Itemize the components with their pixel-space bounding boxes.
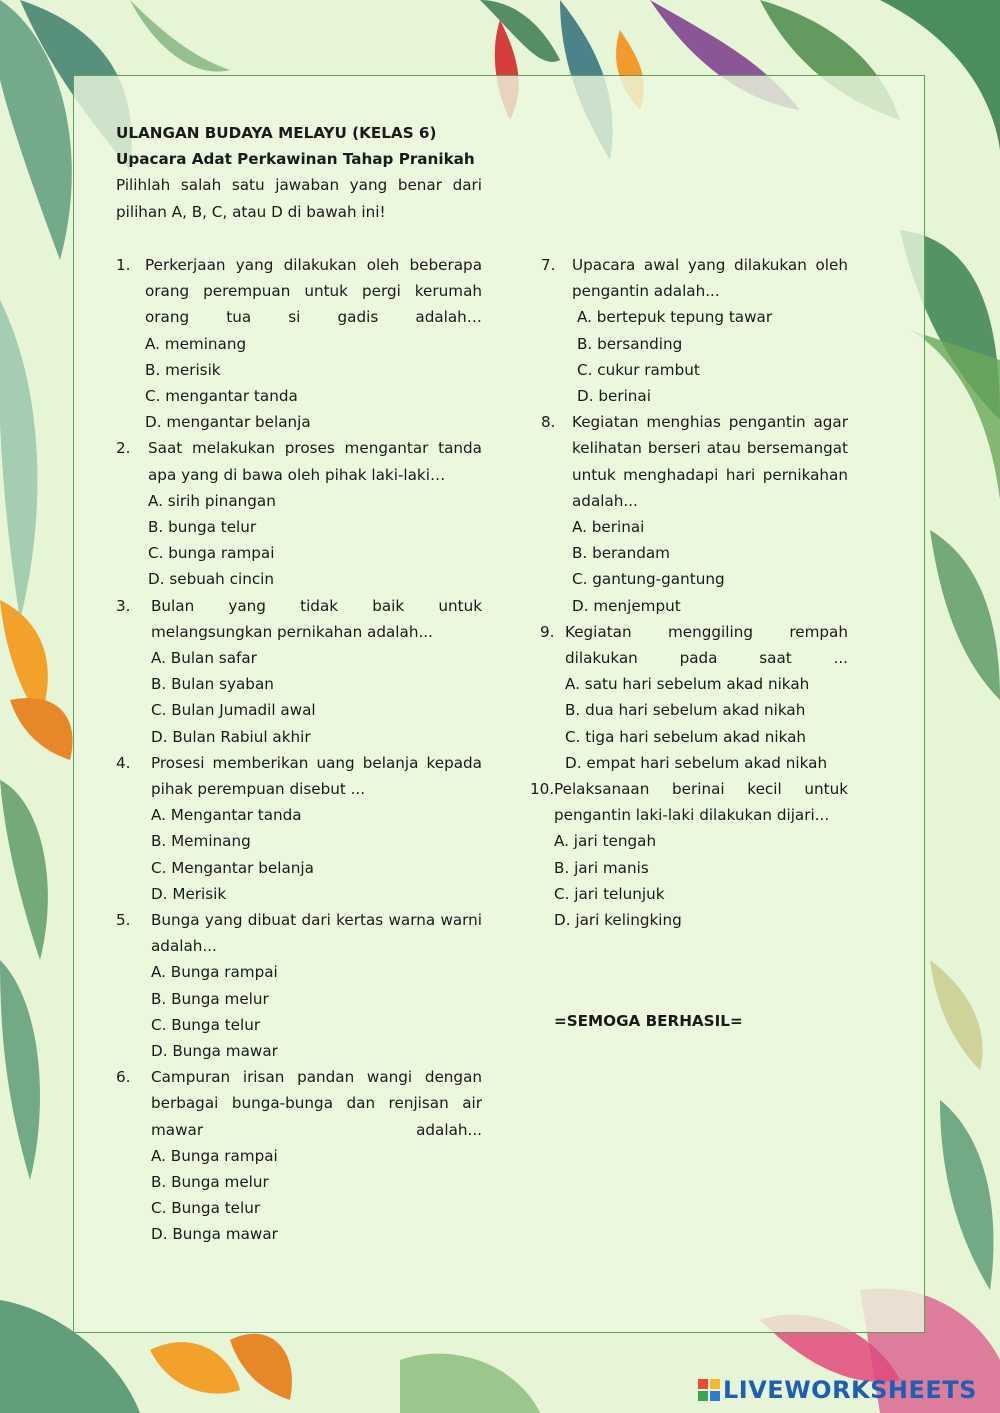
closing-message: =SEMOGA BERHASIL= xyxy=(554,1012,743,1030)
option-c[interactable]: C. gantung-gantung xyxy=(572,570,725,589)
option-d[interactable]: D. Bunga mawar xyxy=(151,1042,278,1061)
question-text: Bunga yang dibuat dari kertas warna warni adalah... xyxy=(151,911,482,956)
left-flower-icon xyxy=(0,600,73,1180)
question-number: 6. xyxy=(116,1068,131,1087)
option-c[interactable]: C. Bunga telur xyxy=(151,1015,261,1034)
option-c[interactable]: C. tiga hari sebelum akad nikah xyxy=(565,727,807,746)
option-c[interactable]: C. mengantar tanda xyxy=(145,387,298,405)
option-a[interactable]: A. berinai xyxy=(572,518,645,536)
option-b[interactable]: B. bersanding xyxy=(577,334,683,353)
option-a[interactable]: A. meminang xyxy=(145,334,247,353)
option-d[interactable]: D. menjemput xyxy=(572,596,681,615)
option-d[interactable]: D. Bulan Rabiul akhir xyxy=(151,727,311,746)
option-b[interactable]: B. merisik xyxy=(145,360,221,379)
option-b[interactable]: B. jari manis xyxy=(554,858,649,877)
option-b[interactable]: B. berandam xyxy=(572,544,670,563)
question-number: 8. xyxy=(541,413,556,432)
option-c[interactable]: C. Mengantar belanja xyxy=(151,858,314,877)
question-4 xyxy=(116,750,482,907)
option-d[interactable]: D. mengantar belanja xyxy=(145,413,311,432)
question-text: Campuran irisan pandan wangi dengan berbagai bunga-bunga dan renjisan air mawar adalah... xyxy=(151,1068,482,1139)
option-c[interactable]: C. cukur rambut xyxy=(577,360,700,379)
option-b[interactable]: B. Meminang xyxy=(151,832,251,851)
question-text: Saat melakukan proses mengantar tanda apa yang di bawa oleh pihak laki-laki… xyxy=(148,439,482,484)
option-a[interactable]: A. jari tengah xyxy=(554,832,657,851)
option-a[interactable]: A. bertepuk tepung tawar xyxy=(577,308,773,327)
question-number: 7. xyxy=(541,256,556,274)
option-d[interactable]: D. jari kelingking xyxy=(554,911,682,930)
question-text: Prosesi memberikan uang belanja kepada pihak perempuan disebut ... xyxy=(151,753,482,799)
question-text: Kegiatan menggiling rempah dilakukan pada saat ... xyxy=(565,622,848,668)
liveworksheets-logo-icon xyxy=(698,1379,720,1401)
option-a[interactable]: A. Bunga rampai xyxy=(151,1146,278,1165)
question-number: 3. xyxy=(116,596,131,615)
option-c[interactable]: C. Bunga telur xyxy=(151,1199,261,1218)
option-b[interactable]: B. bunga telur xyxy=(148,518,257,536)
option-d[interactable]: D. berinai xyxy=(577,387,651,405)
option-a[interactable]: A. Bunga rampai xyxy=(151,963,278,982)
option-b[interactable]: B. dua hari sebelum akad nikah xyxy=(565,701,806,720)
question-number: 10. xyxy=(530,780,555,799)
option-a[interactable]: A. sirih pinangan xyxy=(148,491,276,510)
option-a[interactable]: A. satu hari sebelum akad nikah xyxy=(565,675,810,694)
option-b[interactable]: B. Bunga melur xyxy=(151,1173,269,1192)
question-10 xyxy=(530,776,848,933)
brand-name: LIVEWORKSHEETS xyxy=(723,1376,977,1404)
questions-right-column xyxy=(530,252,848,933)
question-text: Pelaksanaan berinai kecil untuk pengantin laki-laki dilakukan dijari... xyxy=(554,780,848,825)
question-1 xyxy=(116,252,482,435)
question-8 xyxy=(530,409,848,619)
question-text: Kegiatan menghias pengantin agar kelihatan berseri atau bersemangat untuk menghadapi hari pernikahan adalah... xyxy=(572,413,848,510)
question-text: Perkerjaan yang dilakukan oleh beberapa orang perempuan untuk pergi kerumah orang tua si gadis adalah… xyxy=(145,256,482,327)
liveworksheets-brand[interactable] xyxy=(698,1376,977,1404)
questions-left-column xyxy=(116,252,482,1248)
option-b[interactable]: B. Bunga melur xyxy=(151,989,269,1008)
instruction-text: Pilihlah salah satu jawaban yang benar dari pilihan A, B, C, atau D di bawah ini! xyxy=(116,176,482,221)
question-number: 5. xyxy=(116,911,131,930)
option-a[interactable]: A. Mengantar tanda xyxy=(151,806,302,825)
question-3 xyxy=(116,593,482,750)
option-d[interactable]: D. Merisik xyxy=(151,884,227,903)
option-d[interactable]: D. sebuah cincin xyxy=(148,570,275,589)
question-7 xyxy=(530,252,848,409)
question-number: 2. xyxy=(116,439,131,458)
question-2 xyxy=(116,435,482,592)
right-side-leaves-icon xyxy=(930,530,1000,1290)
option-d[interactable]: D. Bunga mawar xyxy=(151,1225,278,1244)
question-6 xyxy=(116,1064,482,1247)
question-text: Upacara awal yang dilakukan oleh pengantin adalah... xyxy=(572,256,848,301)
page-subtitle: Upacara Adat Perkawinan Tahap Pranikah xyxy=(116,150,475,169)
option-c[interactable]: C. Bulan Jumadil awal xyxy=(151,701,316,720)
question-number: 1. xyxy=(116,256,131,274)
question-5 xyxy=(116,907,482,1064)
question-text: Bulan yang tidak baik untuk melangsungkan pernikahan adalah... xyxy=(151,596,482,641)
question-number: 9. xyxy=(540,622,555,641)
question-9 xyxy=(530,619,848,776)
worksheet-header xyxy=(116,120,482,225)
question-number: 4. xyxy=(116,753,131,772)
option-b[interactable]: B. Bulan syaban xyxy=(151,675,274,694)
option-c[interactable]: C. jari telunjuk xyxy=(554,884,665,903)
page-title: ULANGAN BUDAYA MELAYU (KELAS 6) xyxy=(116,124,437,142)
option-a[interactable]: A. Bulan safar xyxy=(151,649,257,667)
option-d[interactable]: D. empat hari sebelum akad nikah xyxy=(565,753,828,772)
option-c[interactable]: C. bunga rampai xyxy=(148,544,275,563)
